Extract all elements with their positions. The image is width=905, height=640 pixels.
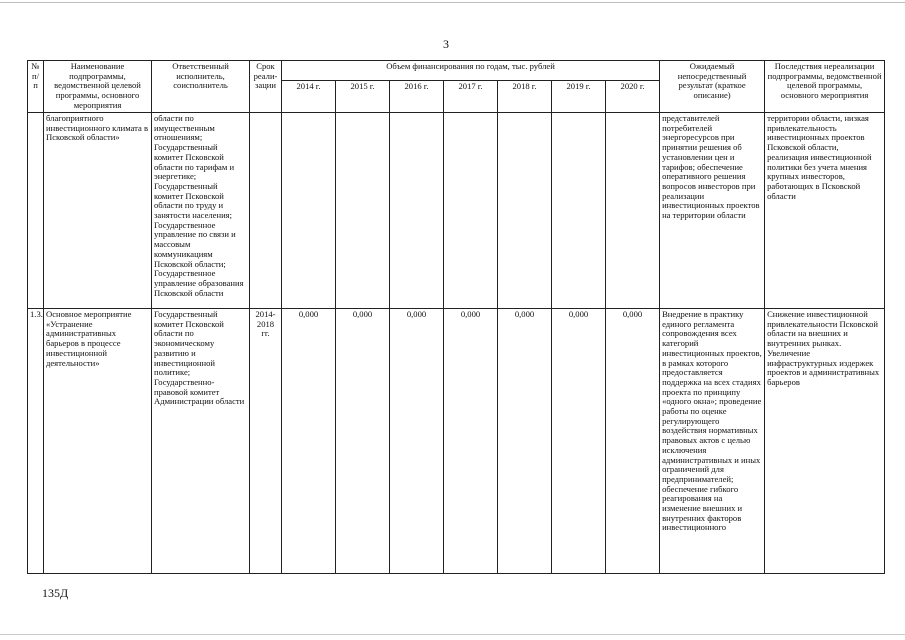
row-value — [552, 113, 606, 309]
row-value: 0,000 — [606, 309, 660, 574]
scan-top-edge — [0, 2, 905, 3]
row-value — [498, 113, 552, 309]
header-executor: Ответственный исполнитель, соисполнитель — [152, 61, 250, 113]
header-funding: Объем финансирования по годам, тыс. рублей — [282, 61, 660, 81]
row-value: 0,000 — [552, 309, 606, 574]
header-year: 2017 г. — [444, 81, 498, 113]
row-value — [282, 113, 336, 309]
row-value: 0,000 — [444, 309, 498, 574]
row-value: 0,000 — [282, 309, 336, 574]
header-consequence: Последствия нереализации подпрограммы, ведомственной целевой программы, основного мероприятия — [765, 61, 885, 113]
header-name: Наименование подпрограммы, ведомственной целевой программы, основного мероприятия — [44, 61, 152, 113]
row-value: 0,000 — [390, 309, 444, 574]
header-term: Срок реали-зации — [250, 61, 282, 113]
row-value — [390, 113, 444, 309]
row-value: 0,000 — [498, 309, 552, 574]
program-table — [27, 60, 885, 574]
row-name: благоприятного инвестиционного климата в Псковской области» — [44, 113, 152, 309]
header-year: 2015 г. — [336, 81, 390, 113]
row-value — [444, 113, 498, 309]
header-year: 2018 г. — [498, 81, 552, 113]
row-consequence: территории области, низкая привлекательность инвестиционных проектов Псковской области, реализация инвестиционной политики без учета мнения крупных инвесторов, работающих в Псковской области — [765, 113, 885, 309]
row-consequence: Снижение инвестиционной привлекательности Псковской области на внешних и внутренних рынках. Увеличение инфраструктурных издержек проектов и административных барьеров — [765, 309, 885, 574]
row-value — [336, 113, 390, 309]
row-name: Основное мероприятие «Устранение административных барьеров в процессе инвестиционной деятельности» — [44, 309, 152, 574]
scan-bottom-edge — [0, 634, 905, 635]
row-result: Внедрение в практику единого регламента сопровождения всех категорий инвестиционных проектов, в рамках которого предоставляется поддержка на всех стадиях проекта по принципу «одного окна»; проведение работы по оценке регулирующего воздействия нормативных правовых актов с целью исключения административных и иных ограничений для предпринимателей; обеспечение гибкого реагирования на изменение внешних и внутренних факторов инвестиционного — [660, 309, 765, 574]
row-term — [250, 113, 282, 309]
row-term: 2014-2018 гг. — [250, 309, 282, 574]
table-row — [28, 309, 885, 574]
page-number: 3 — [443, 37, 449, 51]
row-executor: Государственный комитет Псковской области по экономическому развитию и инвестиционной политике; Государственно-правовой комитет Администрации области — [152, 309, 250, 574]
header-year: 2016 г. — [390, 81, 444, 113]
row-num — [28, 113, 44, 309]
header-year: 2020 г. — [606, 81, 660, 113]
table-row — [28, 113, 885, 309]
row-result: представителей потребителей энергоресурсов при принятии решения об установлении цен и тарифов; обеспечение оперативного решения вопросов инвесторов при реализации инвестиционных проектов на территории области — [660, 113, 765, 309]
header-year: 2019 г. — [552, 81, 606, 113]
row-value — [606, 113, 660, 309]
row-executor: области по имущественным отношениям; Государственный комитет Псковской области по тарифам и энергетике; Государственный комитет Псковской области по труду и занятости населения; Государственное управление по связи и массовым коммуникациям Псковской области; Государственное управление образования Псковской области — [152, 113, 250, 309]
header-num: № п/п — [28, 61, 44, 113]
row-num: 1.3. — [28, 309, 44, 574]
document-code: 135Д — [42, 586, 69, 600]
header-year: 2014 г. — [282, 81, 336, 113]
row-value: 0,000 — [336, 309, 390, 574]
header-result: Ожидаемый непосредственный результат (краткое описание) — [660, 61, 765, 113]
